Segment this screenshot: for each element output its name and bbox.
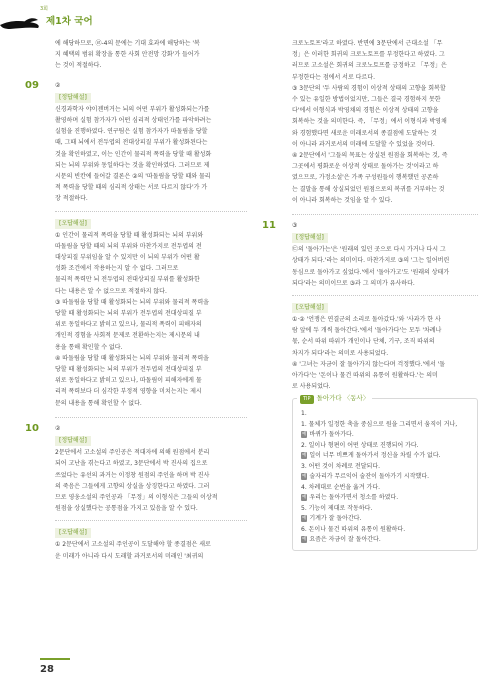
- correct-explanation: [292, 244, 478, 289]
- correct-explanation-tag: [정답해설]: [55, 93, 91, 103]
- text-line: 는 것이 적절하다.: [55, 62, 102, 70]
- text-line: 회복하는 것을 의미한다. 즉, 「무정」에서 이형식과 박영채: [292, 118, 447, 126]
- tip-line-text: 3. 어떤 것이 차례로 전달되다.: [301, 462, 381, 470]
- text-line: ④ 따돌림을 당할 때 활성화되는 뇌의 부위와 물리적 폭력을: [55, 354, 209, 362]
- tip-line-text: 1.: [301, 410, 307, 418]
- page-header: [0, 0, 500, 34]
- text-line: 2문단에서 고소설의 주인공은 적대자에 의해 원점에서 분리: [55, 449, 210, 457]
- text-line: 차지가 되다'라는 의미로 사용되었다.: [292, 349, 389, 357]
- answer-mark: ②: [55, 424, 61, 432]
- text-line: 로 사용되었다.: [292, 383, 331, 391]
- text-line: 물리적 폭력만 뇌 전두엽의 전대상피질 부위를 활성화한: [55, 276, 200, 284]
- text-line: 신경과학자 야이젠버거는 뇌의 어떤 부위가 활성화되는가를: [55, 105, 210, 113]
- text-line: 시문의 빈칸에 들어갈 결론은 ②의 '따돌림을 당할 때와 물리: [55, 173, 211, 181]
- text-line: 는 결말을 통해 상실되었던 원점으로의 복귀를 거부하는 것: [292, 185, 445, 193]
- text-line: 운 미래가 아니라 다시 도래할 과거로서의 미래인 '최귀의: [55, 552, 204, 560]
- text-line: 부정한다는 점에서 서로 다르다.: [292, 73, 375, 81]
- correct-explanation: [55, 447, 247, 514]
- tip-label: [297, 393, 372, 404]
- text-line: 되는 뇌의 부위와 동일하다는 것을 확인하였다. 그러므로 제: [55, 161, 210, 169]
- correct-explanation-tag: [정답해설]: [292, 233, 328, 243]
- text-line: 정」은 이러한 회귀의 크로노토프를 부정한다고 하였다. 그: [292, 51, 445, 59]
- text-line: 용을 통해 확인할 수 없다.: [55, 343, 123, 351]
- wrong-explanation-tag: [오답해설]: [292, 303, 328, 313]
- question-number: 10: [25, 422, 39, 434]
- tip-line: [301, 430, 469, 441]
- text-line: 이 아니라 회복하는 것임을 알 수 있다.: [292, 196, 393, 204]
- correct-explanation-tag: [정답해설]: [55, 436, 91, 446]
- tip-line: [301, 493, 469, 504]
- header-title: 제1차 국어: [46, 16, 93, 27]
- wrong-explanation: [55, 539, 247, 561]
- intro-paragraph: [55, 38, 247, 72]
- tip-line-text: 요즘은 자금이 잘 돌아간다.: [309, 536, 381, 544]
- question-09: [25, 79, 247, 409]
- text-line: 되다'라는 의미이므로 ③과 그 의미가 유사하다.: [292, 279, 415, 287]
- tip-badge: TIP: [300, 395, 314, 404]
- text-line: 당할 때 활성화되는 뇌의 부위가 전두엽의 전대상피질 부: [55, 366, 202, 374]
- text-line: 위로 동일하다고 밝히고 있으나, 물리적 폭력이 피해자의: [55, 321, 202, 329]
- tip-box: [292, 394, 478, 551]
- text-line: 지 혜택의 범위 확장을 통한 사회 안전망 강화'가 들어가: [55, 51, 200, 59]
- tip-line-text: 1. 물체가 일정한 축을 중심으로 원을 그리면서 움직이 거나,: [301, 420, 458, 428]
- example-marker-icon: 예: [302, 432, 307, 438]
- text-line: 이 아니라 과거로서의 미래에 도달할 수 있었을 것이다.: [292, 140, 435, 148]
- question-number: 09: [25, 79, 39, 91]
- left-column: [25, 38, 247, 562]
- wrong-explanation: [292, 314, 478, 392]
- question-number: 11: [262, 220, 276, 232]
- text-line: 크로노토프'라고 하였다. 반면에 3문단에서 근대소설 「무: [292, 40, 443, 47]
- text-line: 상태가 되다.'라는 의미이다. 마찬가지로 ③의 '그는 일어버린: [292, 257, 450, 265]
- example-marker-icon: 예: [302, 537, 307, 543]
- text-line: 므로 영웅소설의 주인공과 「무정」의 이형식은 그들의 이상적: [55, 493, 218, 501]
- tip-line-text: 우리는 돌아가면서 청소를 하였다.: [309, 494, 399, 502]
- wrong-explanation: [55, 230, 247, 409]
- divider: [292, 214, 478, 215]
- tip-line: [301, 514, 469, 525]
- right-column: [262, 38, 478, 551]
- text-line: ③ 따돌림을 당할 때 활성화되는 뇌의 부위와 물리적 폭력을: [55, 298, 209, 306]
- tip-line: [301, 441, 469, 452]
- text-line: 몫, 순서 따위 따위가 개인이나 단체, 기구, 조직 따위의: [292, 338, 435, 346]
- text-line: 촬영하며 실험 참가자가 어떤 심리적 상태인가를 파악하려는: [55, 117, 212, 125]
- text-line: 때, 그때 뇌에서 전두엽의 전대상피질 부위가 활성화된다는: [55, 139, 208, 147]
- answer-mark: ②: [55, 81, 61, 89]
- text-line: 다'에서 이형식과 박영채의 경험은 이상적 상태의 고향을: [292, 107, 439, 115]
- text-line: 리적 폭력보다 더 심각한 부정적 영향을 미치는지는 제시: [55, 388, 202, 396]
- text-line: 그곳에서 평화로운 이상적 상태로 돌아가는 것'이라고 하: [292, 163, 439, 171]
- tip-line: [301, 504, 469, 515]
- text-line: 동심으로 돌아가고 싶었다.'에서 '돌아가고'도 '원래의 상태가: [292, 268, 450, 276]
- text-line: 에 해당하므로, ㉣-4의 문에는 기대 효과에 해당하는 '복: [55, 40, 200, 47]
- text-line: ① 2문단에서 고소설의 주인공이 도달해야 할 종결점은 새로: [55, 541, 211, 549]
- text-line: 러므로 고소설은 회귀의 크로노토프를 긍정하고 「무정」은: [292, 62, 447, 70]
- divider: [55, 211, 247, 212]
- tip-line-text: 6. 돈이나 물건 따위의 유통이 원활하다.: [301, 525, 406, 533]
- text-line: ③ 3문단의 '두 사람의 경험이 이상적 상태의 고향을 회복할: [292, 84, 446, 92]
- text-line: ④ '그녀는 자금이 잘 돌아가지 않는다며 걱정했다.'에서 '돌: [292, 360, 446, 368]
- wrong-explanation-tag: [오답해설]: [55, 528, 91, 538]
- text-line: 것을 확인하였고, 이는 인간이 물리적 폭력을 당할 때 활성화: [55, 150, 212, 158]
- text-line: 람 앞에 두 개씩 돌아간다.'에서 '돌아가다'는 모두 '차례나: [292, 327, 442, 335]
- tip-line: [301, 420, 469, 431]
- text-line: 아가다'는 '돈이나 물건 따위의 유통이 원활하다.'는 의미: [292, 372, 438, 380]
- text-line: 쓰었다는 유선의 과거는 이정창 원점의 주인을 하며 박 진사: [55, 471, 210, 479]
- text-line: ㉢의 '돌아가는'은 '원래의 있던 곳으로 다시 가거나 다시 그: [292, 246, 446, 254]
- text-line: 개인적 경험을 사회적 문제로 전환하는지는 제시문의 내: [55, 332, 200, 340]
- tip-line: [301, 525, 469, 536]
- text-line: 따돌림을 당할 때의 뇌의 부위와 마찬가지로 전두엽의 전: [55, 242, 202, 250]
- tip-line-text: 일이 너무 비쁘게 돌아가서 정신을 차릴 수가 없다.: [309, 452, 441, 460]
- q10-continued-explanation: [292, 38, 478, 206]
- text-line: ① 인간이 물리적 폭력을 당할 때 활성화되는 뇌의 부위와: [55, 231, 204, 239]
- text-line: 의 죽음은 그들에게 고향의 상실을 상징한다고 하였다. 그러: [55, 482, 210, 490]
- tip-title: 돌아가다 〈동사〉: [316, 394, 370, 403]
- header-brush-logo: [0, 16, 40, 31]
- text-line: 적 폭력을 당할 때의 심리적 상태는 서로 다르지 않다'가 가: [55, 184, 208, 192]
- tip-line: [301, 483, 469, 494]
- correct-explanation: [55, 104, 247, 205]
- tip-line-text: 5. 기능이 제대로 작동하다.: [301, 504, 373, 512]
- text-line: 수 있는 유일한 방법이었지만, 그들은 결국 경험하지 못한: [292, 96, 441, 104]
- tip-line-text: 바퀴가 돌아가다.: [309, 431, 354, 439]
- text-line: 문의 내용을 통해 확인할 수 없다.: [55, 399, 142, 407]
- text-line: ①·② '언쟁은 연결군의 소리로 돌아갔다.'와 '사과가 한 사: [292, 316, 441, 324]
- divider: [55, 520, 247, 521]
- tip-line: [301, 462, 469, 473]
- example-marker-icon: 예: [302, 495, 307, 501]
- text-line: 와 경험했다면 새로운 미래로서의 종결점에 도달하는 것: [292, 129, 437, 137]
- wrong-explanation-tag: [오답해설]: [55, 219, 91, 229]
- text-line: 실험을 진행하였다. 연구팀은 실험 참가자가 따돌림을 당할: [55, 128, 208, 136]
- tip-line: [301, 472, 469, 483]
- question-11: [262, 220, 478, 392]
- tip-content: [301, 409, 469, 546]
- answer-mark: ③: [292, 222, 298, 230]
- text-line: 위로 동일하다고 밝히고 있으나, 따돌림이 피해자에게 물: [55, 377, 202, 385]
- tip-line: [301, 451, 469, 462]
- page-number-accent: [40, 658, 70, 660]
- text-line: 당할 때 활성화되는 뇌의 부위가 전두엽의 전대상피질 부: [55, 310, 202, 318]
- text-line: ④ 2문단에서 '그들의 목표는 상실된 원점을 회복하는 것, 즉: [292, 152, 448, 160]
- example-marker-icon: 예: [302, 474, 307, 480]
- text-line: 성화 조건에서 작용하는지 알 수 없다. 그러므로: [55, 265, 179, 273]
- divider: [55, 417, 247, 418]
- text-line: 다는 내용은 알 수 없으므로 적절하지 않다.: [55, 287, 167, 295]
- text-line: 원점을 상실했다는 공통점을 가지고 있음을 알 수 있다.: [55, 505, 198, 513]
- tip-line-text: 술자리가 무르익어 술잔이 돌아가기 시작했다.: [309, 473, 430, 481]
- tip-line: [301, 535, 469, 546]
- example-marker-icon: 예: [302, 516, 307, 522]
- tip-line-text: 4. 차례대로 순번을 옮겨 가다.: [301, 483, 381, 491]
- tip-line: [301, 409, 469, 420]
- tip-line-text: 2. 일이나 형편이 어떤 상태로 진행되어 가다.: [301, 441, 419, 449]
- tip-line-text: 기계가 잘 돌아간다.: [309, 515, 362, 523]
- text-line: 되어 고난을 겪는다고 하였고, 3문단에서 박 진사의 집으로: [55, 460, 208, 468]
- divider: [292, 295, 478, 296]
- page-number: 28: [40, 664, 54, 675]
- example-marker-icon: 예: [302, 453, 307, 459]
- text-line: 대상피질 부위임을 알 수 있지만 이 뇌의 부위가 어떤 활: [55, 254, 200, 262]
- text-line: 였으므로, 가정소설'은 가족 구성원들이 행복했던 공존하: [292, 174, 439, 182]
- header-series-label: 3회: [40, 6, 49, 12]
- question-10: [25, 422, 247, 562]
- text-line: 장 적절하다.: [55, 195, 88, 203]
